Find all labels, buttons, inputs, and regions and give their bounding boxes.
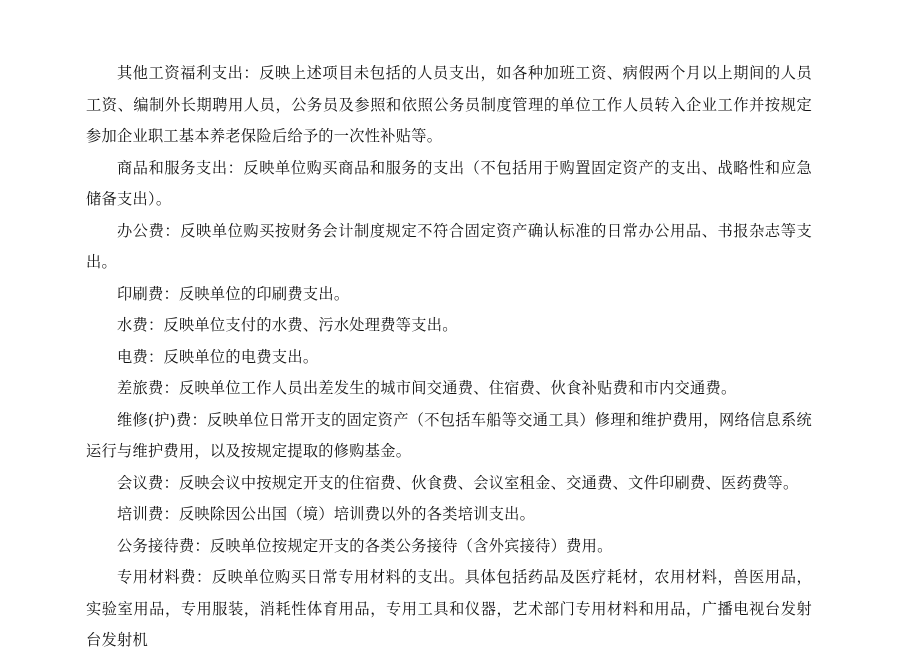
paragraph-special-materials: 专用材料费：反映单位购买日常专用材料的支出。具体包括药品及医疗耗材，农用材料，兽医用品，实验室用品，专用服装，消耗性体育用品，专用工具和仪器，艺术部门专用材料和用品，广播电视台发射台发射机: [86, 568, 812, 649]
paragraph-water-expenses: 水费：反映单位支付的水费、污水处理费等支出。: [117, 316, 458, 334]
paragraph-electricity-expenses: 电费：反映单位的电费支出。: [117, 347, 319, 366]
paragraph-other-wage-welfare: 其他工资福利支出：反映上述项目未包括的人员支出，如各种加班工资、病假两个月以上期间的人员工资、编制外长期聘用人员，公务员及参照和依照公务员制度管理的单位工作人员转入企业工作并按规定参加企业职工基本养老保险后给予的一次性补贴等。: [86, 64, 812, 145]
paragraph-training-expenses: 培训费：反映除因公出国（境）培训费以外的各类培训支出。: [117, 505, 536, 523]
paragraph-meeting-expenses: 会议费：反映会议中按规定开支的住宿费、伙食费、会议室租金、交通费、文件印刷费、医药费等。: [117, 473, 799, 492]
paragraph-maintenance-expenses: 维修(护)费：反映单位日常开支的固定资产（不包括车船等交通工具）修理和维护费用，网络信息系统运行与维护费用，以及按规定提取的修购基金。: [86, 410, 812, 460]
paragraph-travel-expenses: 差旅费：反映单位工作人员出差发生的城市间交通费、住宿费、伙食补贴费和市内交通费。: [117, 379, 737, 397]
paragraph-office-expenses: 办公费：反映单位购买按财务会计制度规定不符合固定资产确认标准的日常办公用品、书报杂志等支出。: [86, 221, 812, 271]
paragraph-goods-services: 商品和服务支出：反映单位购买商品和服务的支出（不包括用于购置固定资产的支出、战略性和应急储备支出）。: [86, 158, 812, 208]
paragraph-reception-expenses: 公务接待费：反映单位按规定开支的各类公务接待（含外宾接待）费用。: [117, 536, 613, 555]
paragraph-printing-expenses: 印刷费：反映单位的印刷费支出。: [117, 284, 350, 303]
document-body: [86, 58, 812, 657]
